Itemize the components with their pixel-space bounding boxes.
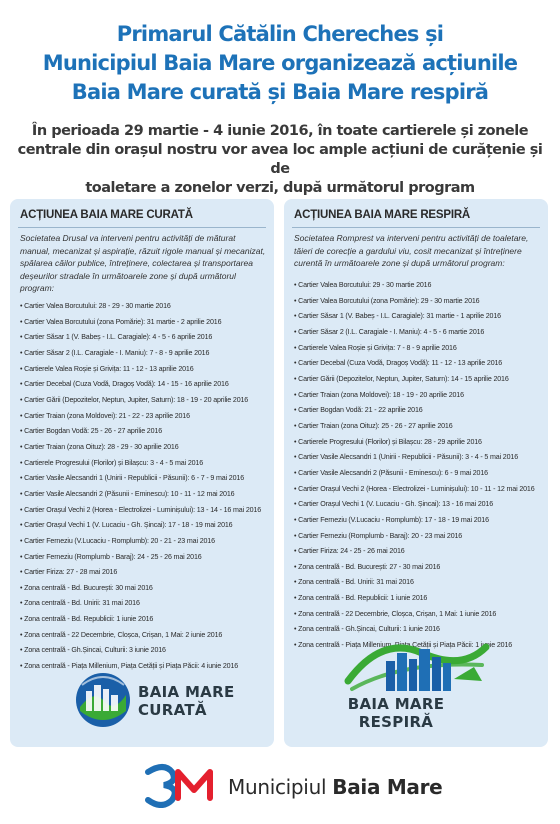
3m-emblem-icon (144, 762, 216, 808)
schedule-item: • Cartier Săsar 2 (I.L. Caragiale - I. Maniu): 7 - 8 - 9 aprilie 2016 (20, 346, 270, 362)
schedule-item: • Cartier Decebal (Cuza Vodă, Dragoș Vodă): 14 - 15 - 16 aprilie 2016 (20, 377, 270, 393)
curata-panel (10, 199, 274, 747)
schedule-item: • Zona centrală - 22 Decembrie, Cloșca, Crișan, 1 Mai: 2 iunie 2016 (20, 628, 270, 644)
schedule-item: • Zona centrală - Gh.Șincai, Culturii: 3 iunie 2016 (20, 643, 270, 659)
schedule-item: • Zona centrală - 22 Decembrie, Cloșca, Crișan, 1 Mai: 1 iunie 2016 (294, 607, 544, 623)
logo-line: RESPIRĂ (358, 713, 434, 731)
schedule-item: • Zona centrală - Bd. Unirii: 31 mai 2016 (294, 575, 544, 591)
curata-schedule-list (20, 299, 270, 675)
respira-panel (284, 199, 548, 747)
curata-heading: ACȚIUNEA BAIA MARE CURATĂ (20, 209, 193, 221)
brand-regular: Municipiul (228, 775, 333, 799)
respira-schedule-list (294, 278, 544, 654)
schedule-item: • Cartier Săsar 2 (I.L. Caragiale - I. Maniu): 4 - 5 - 6 martie 2016 (294, 325, 544, 341)
schedule-item: • Cartier Vasile Alecsandri 2 (Păsunii - Eminescu): 6 - 9 mai 2016 (294, 466, 544, 482)
brand-bold: Baia Mare (332, 775, 443, 799)
schedule-item: • Zona centrală - Piața Millenium, Piața Cetății și Piața Păcii: 1 iunie 2016 (294, 638, 544, 654)
schedule-item: • Zona centrală - Bd. Republicii: 1 iunie 2016 (20, 612, 270, 628)
schedule-item: • Zona centrală - Bd. Unirii: 31 mai 2016 (20, 596, 270, 612)
curata-intro: Societatea Drusal va interveni pentru activități de măturat manual, mecanizat și aspirație, răzuit rigole manual și mecanizat, spălarea căilor publice, întreținere, colectarea și transportarea deșeurilor stradale în următoarele zone și după următorul program: (20, 233, 266, 293)
schedule-item: • Cartier Valea Borcutului: 29 - 30 martie 2016 (294, 278, 544, 294)
schedule-item: • Cartier Gării (Depozitelor, Neptun, Jupiter, Saturn): 14 - 15 aprilie 2016 (294, 372, 544, 388)
logo-line: CURATĂ (138, 701, 207, 719)
curata-logo-text (138, 683, 235, 719)
schedule-item: • Cartier Ferneziu (Romplumb - Baraj): 24 - 25 - 26 mai 2016 (20, 550, 270, 566)
respira-heading: ACȚIUNEA BAIA MARE RESPIRĂ (294, 209, 471, 221)
title-line: Primarul Cătălin Chereches și (116, 22, 444, 46)
schedule-item: • Cartierele Progresului (Florilor) și Bilașcu: 3 - 4 - 5 mai 2016 (20, 456, 270, 472)
schedule-item: • Cartier Vasile Alecsandri 2 (Păsunii - Eminescu): 10 - 11 - 12 mai 2016 (20, 487, 270, 503)
schedule-item: • Cartier Orașul Vechi 1 (V. Lucaciu - Gh. Șincai): 17 - 18 - 19 mai 2016 (20, 518, 270, 534)
schedule-item: • Cartier Ferneziu (V.Lucaciu - Romplumb): 20 - 21 - 23 mai 2016 (20, 534, 270, 550)
municipality-brand (228, 775, 442, 799)
respira-intro: Societatea Romprest va interveni pentru activități de toaletare, tăieri de corecție a gardului viu, cosit mecanizat și întreținere curentă în următoarele zone și după următorul program: (294, 233, 529, 268)
schedule-item: • Cartier Traian (zona Moldovei): 18 - 19 - 20 aprilie 2016 (294, 388, 544, 404)
schedule-item: • Zona centrală - Bd. București: 27 - 30 mai 2016 (294, 560, 544, 576)
schedule-item: • Cartier Valea Borcutului: 28 - 29 - 30 martie 2016 (20, 299, 270, 315)
schedule-item: • Cartier Traian (zona Oituz): 25 - 26 - 27 aprilie 2016 (294, 419, 544, 435)
logo-line: BAIA MARE (138, 683, 235, 701)
poster-title (0, 20, 560, 107)
schedule-item: • Cartier Ferneziu (Romplumb - Baraj): 20 - 23 mai 2016 (294, 529, 544, 545)
schedule-item: • Cartier Ferneziu (V.Lucaciu - Romplumb): 17 - 18 - 19 mai 2016 (294, 513, 544, 529)
schedule-item: • Cartierele Valea Roșie și Grivița: 11 - 12 - 13 aprilie 2016 (20, 362, 270, 378)
schedule-item: • Cartier Orașul Vechi 2 (Horea - Electrolizei - Luminișului): 13 - 14 - 16 mai 2016 (20, 503, 270, 519)
respira-logo-text (336, 695, 456, 731)
schedule-item: • Cartier Valea Borcutului (zona Pomărie): 29 - 30 martie 2016 (294, 294, 544, 310)
logo-line: BAIA MARE (347, 695, 445, 713)
schedule-item: • Cartier Bogdan Vodă: 21 - 22 aprilie 2016 (294, 403, 544, 419)
subtitle-line: În perioada 29 martie - 4 iunie 2016, în toate cartierele și zonele (31, 123, 529, 139)
poster-subtitle (14, 122, 546, 198)
schedule-item: • Cartier Vasile Alecsandri 1 (Unirii - Republicii - Păsunii): 6 - 7 - 9 mai 2016 (20, 471, 270, 487)
city-skyline-logo-icon (342, 631, 492, 697)
subtitle-line: centrale din orașul nostru vor avea loc ample acțiuni de curățenie și de (17, 142, 543, 177)
schedule-item: • Cartierele Progresului (Florilor) și Bilașcu: 28 - 29 aprilie 2016 (294, 435, 544, 451)
schedule-item: • Cartier Bogdan Vodă: 25 - 26 - 27 aprilie 2016 (20, 424, 270, 440)
schedule-item: • Cartier Orașul Vechi 1 (V. Lucaciu - Gh. Șincai): 13 - 16 mai 2016 (294, 497, 544, 513)
title-line: Baia Mare curată și Baia Mare respiră (71, 80, 489, 104)
schedule-item: • Zona centrală - Piața Millenium, Piața Cetății și Piața Păcii: 4 iunie 2016 (20, 659, 270, 675)
heading-divider (292, 227, 540, 228)
schedule-item: • Cartier Orașul Vechi 2 (Horea - Electrolizei - Luminișului): 10 - 11 - 12 mai 2016 (294, 482, 544, 498)
schedule-item: • Zona centrală - Gh.Șincai, Culturii: 1 iunie 2016 (294, 622, 544, 638)
title-line: Municipiul Baia Mare organizează acțiunile (42, 51, 518, 75)
subtitle-line: toaletare a zonelor verzi, după următorul program (85, 180, 475, 196)
schedule-item: • Cartier Traian (zona Oituz): 28 - 29 - 30 aprilie 2016 (20, 440, 270, 456)
schedule-item: • Cartier Vasile Alecsandri 1 (Unirii - Republicii - Păsunii): 3 - 4 - 5 mai 2016 (294, 450, 544, 466)
schedule-item: • Cartierele Valea Roșie și Grivița: 7 - 8 - 9 aprilie 2016 (294, 341, 544, 357)
heading-divider (18, 227, 266, 228)
schedule-item: • Cartier Traian (zona Moldovei): 21 - 22 - 23 aprilie 2016 (20, 409, 270, 425)
schedule-item: • Cartier Firiza: 27 - 28 mai 2016 (20, 565, 270, 581)
schedule-item: • Cartier Săsar 1 (V. Babeș - I.L. Caragiale): 4 - 5 - 6 aprilie 2016 (20, 330, 270, 346)
schedule-item: • Zona centrală - Bd. București: 30 mai 2016 (20, 581, 270, 597)
schedule-item: • Cartier Firiza: 24 - 25 - 26 mai 2016 (294, 544, 544, 560)
schedule-item: • Cartier Gării (Depozitelor, Neptun, Jupiter, Saturn): 18 - 19 - 20 aprilie 2016 (20, 393, 270, 409)
city-globe-logo-icon (74, 671, 132, 729)
schedule-item: • Cartier Săsar 1 (V. Babeș - I.L. Caragiale): 31 martie - 1 aprilie 2016 (294, 309, 544, 325)
schedule-item: • Cartier Decebal (Cuza Vodă, Dragoș Vodă): 11 - 12 - 13 aprilie 2016 (294, 356, 544, 372)
schedule-item: • Cartier Valea Borcutului (zona Pomărie): 31 martie - 2 aprilie 2016 (20, 315, 270, 331)
schedule-item: • Zona centrală - Bd. Republicii: 1 iunie 2016 (294, 591, 544, 607)
